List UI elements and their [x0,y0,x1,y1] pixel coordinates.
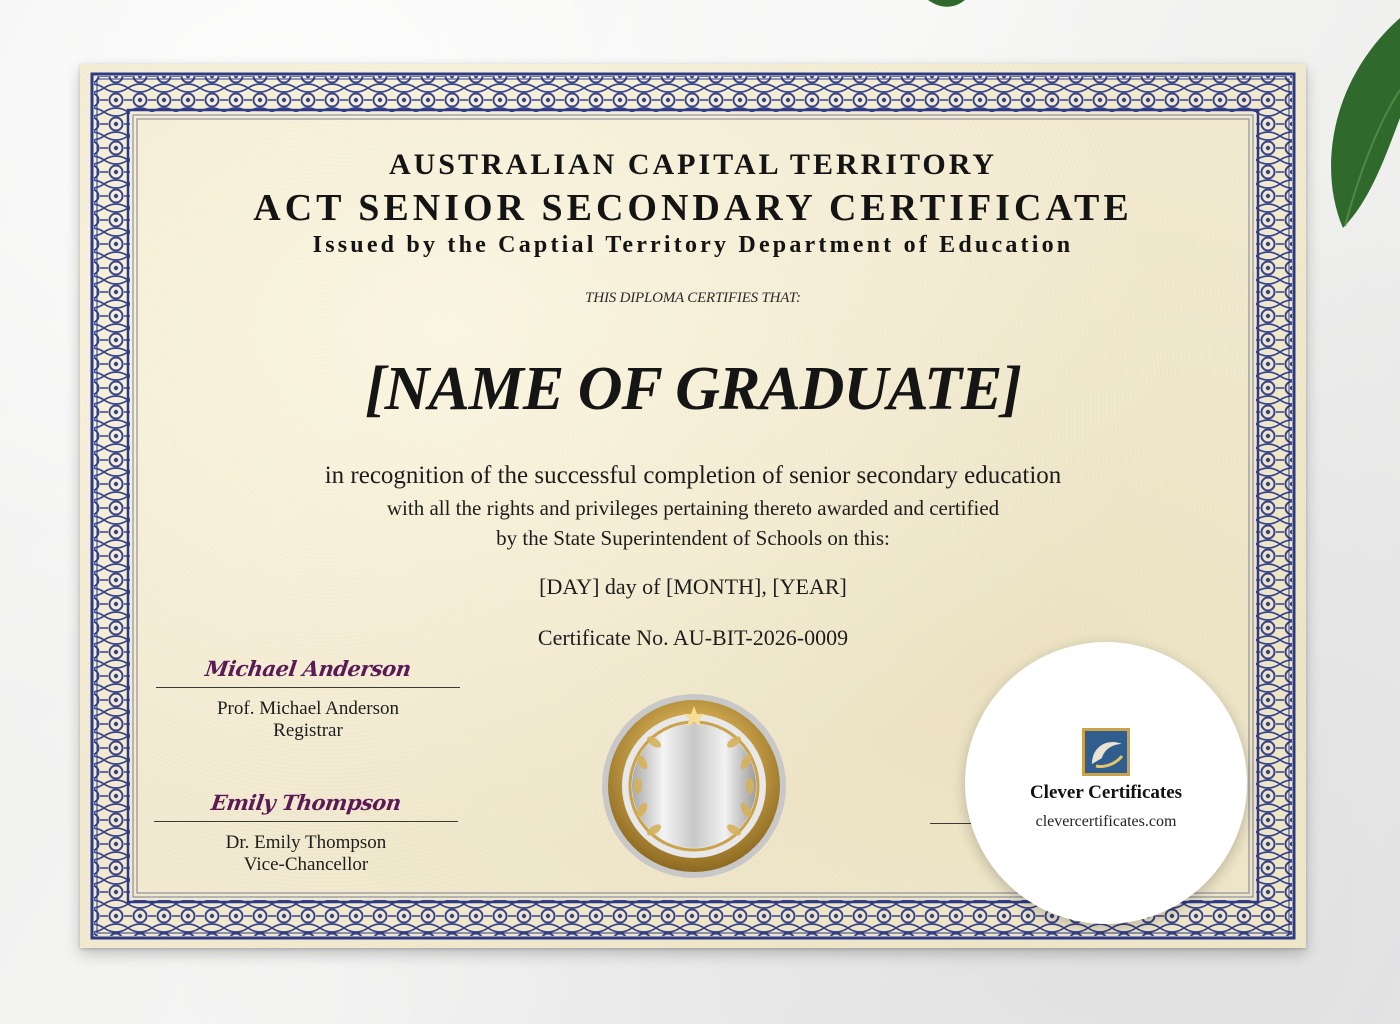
certificate-number: Certificate No. AU-BIT-2026-0009 [537,625,849,650]
certificate-paper [80,64,1306,948]
date-line: [DAY] day of [MONTH], [YEAR] [539,574,847,599]
badge-url: clevercertificates.com [1035,813,1177,830]
body-line-1: in recognition of the successful completion of senior secondary education [324,462,1062,489]
badge-brand-name: Clever Certificates [1029,782,1183,803]
signatory-name: Prof. Michael Anderson [216,698,400,719]
signatory-role: Vice-Chancellor [243,854,369,875]
signature-block-registrar [156,654,460,742]
signatory-role: Registrar [273,720,343,741]
territory-heading: AUSTRALIAN CAPITAL TERRITORY [388,148,998,181]
graduate-name: [NAME OF GRADUATE] [364,355,1022,423]
signature-line [154,821,458,822]
signature-block-vice-chancellor [154,788,458,876]
signature-emily-thompson: Emily Thompson [209,790,403,815]
certificate-title: ACT SENIOR SECONDARY CERTIFICATE [253,187,1133,229]
certifies-line: THIS DIPLOMA CERTIFIES THAT: [585,290,801,306]
gold-seal [600,692,788,880]
signatory-name: Dr. Emily Thompson [225,832,387,853]
clever-certificates-logo-icon [1082,728,1130,776]
body-line-3: by the State Superintendent of Schools on this: [496,526,890,550]
signature-michael-anderson: Michael Anderson [203,656,413,681]
clever-certificates-badge [965,642,1247,924]
issuer-line: Issued by the Captial Territory Department of Education [312,232,1074,258]
signature-line [156,687,460,688]
body-line-2: with all the rights and privileges pertaining thereto awarded and certified [386,496,1000,520]
